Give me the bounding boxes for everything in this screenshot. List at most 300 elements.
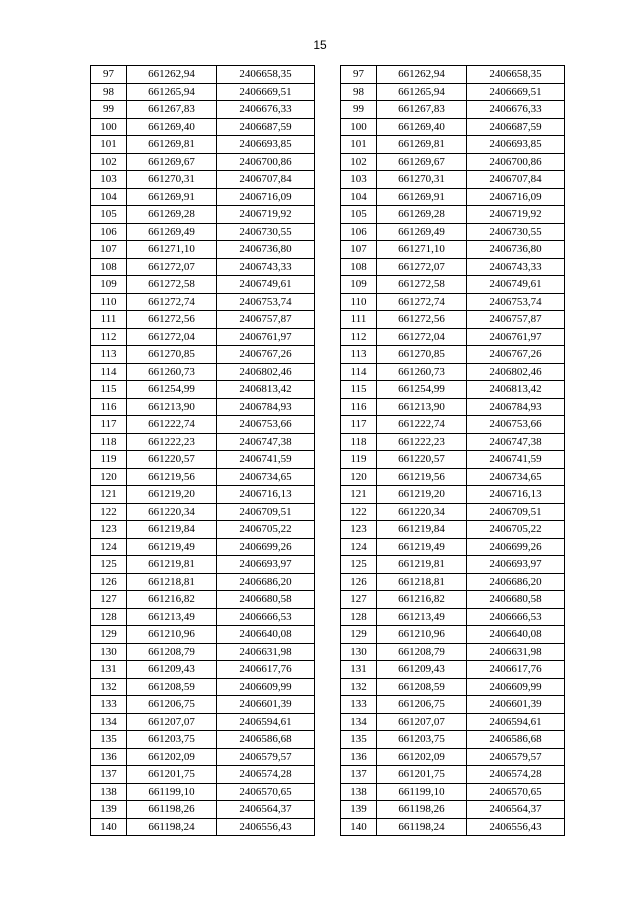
y-coordinate-cell: 2406707,84 xyxy=(467,171,565,189)
x-coordinate-cell: 661222,74 xyxy=(127,416,217,434)
y-coordinate-cell: 2406734,65 xyxy=(467,468,565,486)
table-row xyxy=(91,486,315,504)
table-row xyxy=(91,503,315,521)
point-number-cell: 120 xyxy=(91,468,127,486)
point-number-cell: 111 xyxy=(341,311,377,329)
table-row xyxy=(341,626,565,644)
x-coordinate-cell: 661220,34 xyxy=(377,503,467,521)
point-number-cell: 116 xyxy=(341,398,377,416)
point-number-cell: 124 xyxy=(91,538,127,556)
y-coordinate-cell: 2406736,80 xyxy=(467,241,565,259)
x-coordinate-cell: 661269,81 xyxy=(127,136,217,154)
x-coordinate-cell: 661222,23 xyxy=(377,433,467,451)
table-row xyxy=(91,766,315,784)
point-number-cell: 100 xyxy=(341,118,377,136)
y-coordinate-cell: 2406734,65 xyxy=(217,468,315,486)
y-coordinate-cell: 2406676,33 xyxy=(467,101,565,119)
x-coordinate-cell: 661269,40 xyxy=(127,118,217,136)
x-coordinate-cell: 661210,96 xyxy=(127,626,217,644)
x-coordinate-cell: 661220,57 xyxy=(377,451,467,469)
table-row xyxy=(341,818,565,836)
x-coordinate-cell: 661270,31 xyxy=(377,171,467,189)
y-coordinate-cell: 2406730,55 xyxy=(217,223,315,241)
point-number-cell: 134 xyxy=(91,713,127,731)
table-row xyxy=(341,433,565,451)
y-coordinate-cell: 2406707,84 xyxy=(217,171,315,189)
point-number-cell: 128 xyxy=(91,608,127,626)
table-row xyxy=(91,206,315,224)
table-row xyxy=(341,328,565,346)
table-row xyxy=(341,381,565,399)
point-number-cell: 109 xyxy=(91,276,127,294)
x-coordinate-cell: 661213,90 xyxy=(377,398,467,416)
table-row xyxy=(341,643,565,661)
x-coordinate-cell: 661272,04 xyxy=(377,328,467,346)
point-number-cell: 98 xyxy=(91,83,127,101)
point-number-cell: 107 xyxy=(91,241,127,259)
y-coordinate-cell: 2406658,35 xyxy=(217,66,315,84)
table-row xyxy=(91,433,315,451)
table-row xyxy=(91,258,315,276)
point-number-cell: 136 xyxy=(91,748,127,766)
table-row xyxy=(91,573,315,591)
point-number-cell: 139 xyxy=(91,801,127,819)
y-coordinate-cell: 2406802,46 xyxy=(217,363,315,381)
point-number-cell: 122 xyxy=(91,503,127,521)
y-coordinate-cell: 2406719,92 xyxy=(217,206,315,224)
table-row xyxy=(341,573,565,591)
page-number: 15 xyxy=(313,38,327,52)
x-coordinate-cell: 661269,91 xyxy=(377,188,467,206)
point-number-cell: 117 xyxy=(341,416,377,434)
y-coordinate-cell: 2406687,59 xyxy=(467,118,565,136)
x-coordinate-cell: 661272,56 xyxy=(377,311,467,329)
point-number-cell: 101 xyxy=(91,136,127,154)
point-number-cell: 123 xyxy=(341,521,377,539)
y-coordinate-cell: 2406716,13 xyxy=(217,486,315,504)
table-row xyxy=(91,118,315,136)
point-number-cell: 99 xyxy=(341,101,377,119)
x-coordinate-cell: 661218,81 xyxy=(127,573,217,591)
point-number-cell: 105 xyxy=(341,206,377,224)
x-coordinate-cell: 661219,20 xyxy=(377,486,467,504)
x-coordinate-cell: 661220,57 xyxy=(127,451,217,469)
point-number-cell: 126 xyxy=(91,573,127,591)
table-row xyxy=(91,591,315,609)
table-row xyxy=(91,241,315,259)
point-number-cell: 122 xyxy=(341,503,377,521)
y-coordinate-cell: 2406676,33 xyxy=(217,101,315,119)
table-row xyxy=(341,713,565,731)
table-row xyxy=(341,783,565,801)
x-coordinate-cell: 661203,75 xyxy=(377,731,467,749)
y-coordinate-cell: 2406686,20 xyxy=(217,573,315,591)
y-coordinate-cell: 2406570,65 xyxy=(467,783,565,801)
y-coordinate-cell: 2406741,59 xyxy=(467,451,565,469)
x-coordinate-cell: 661219,84 xyxy=(127,521,217,539)
x-coordinate-cell: 661201,75 xyxy=(127,766,217,784)
y-coordinate-cell: 2406736,80 xyxy=(217,241,315,259)
x-coordinate-cell: 661272,74 xyxy=(127,293,217,311)
point-number-cell: 97 xyxy=(91,66,127,84)
x-coordinate-cell: 661219,49 xyxy=(377,538,467,556)
point-number-cell: 115 xyxy=(91,381,127,399)
y-coordinate-cell: 2406640,08 xyxy=(467,626,565,644)
point-number-cell: 109 xyxy=(341,276,377,294)
point-number-cell: 124 xyxy=(341,538,377,556)
point-number-cell: 121 xyxy=(91,486,127,504)
table-row xyxy=(341,346,565,364)
y-coordinate-cell: 2406767,26 xyxy=(467,346,565,364)
y-coordinate-cell: 2406693,85 xyxy=(467,136,565,154)
x-coordinate-cell: 661265,94 xyxy=(127,83,217,101)
x-coordinate-cell: 661272,04 xyxy=(127,328,217,346)
table-row xyxy=(341,731,565,749)
x-coordinate-cell: 661271,10 xyxy=(377,241,467,259)
y-coordinate-cell: 2406686,20 xyxy=(467,573,565,591)
x-coordinate-cell: 661262,94 xyxy=(127,66,217,84)
point-number-cell: 108 xyxy=(341,258,377,276)
point-number-cell: 130 xyxy=(91,643,127,661)
table-row xyxy=(341,293,565,311)
y-coordinate-cell: 2406574,28 xyxy=(217,766,315,784)
x-coordinate-cell: 661260,73 xyxy=(127,363,217,381)
y-coordinate-cell: 2406586,68 xyxy=(467,731,565,749)
y-coordinate-cell: 2406761,97 xyxy=(467,328,565,346)
point-number-cell: 119 xyxy=(341,451,377,469)
point-number-cell: 139 xyxy=(341,801,377,819)
x-coordinate-cell: 661265,94 xyxy=(377,83,467,101)
point-number-cell: 127 xyxy=(341,591,377,609)
point-number-cell: 135 xyxy=(341,731,377,749)
y-coordinate-cell: 2406813,42 xyxy=(467,381,565,399)
table-row xyxy=(341,241,565,259)
x-coordinate-cell: 661219,49 xyxy=(127,538,217,556)
table-row xyxy=(91,696,315,714)
table-row xyxy=(91,311,315,329)
point-number-cell: 127 xyxy=(91,591,127,609)
y-coordinate-cell: 2406680,58 xyxy=(217,591,315,609)
x-coordinate-cell: 661201,75 xyxy=(377,766,467,784)
y-coordinate-cell: 2406617,76 xyxy=(467,661,565,679)
y-coordinate-cell: 2406556,43 xyxy=(467,818,565,836)
table-row xyxy=(341,258,565,276)
x-coordinate-cell: 661269,28 xyxy=(127,206,217,224)
y-coordinate-cell: 2406693,85 xyxy=(217,136,315,154)
y-coordinate-cell: 2406631,98 xyxy=(217,643,315,661)
y-coordinate-cell: 2406730,55 xyxy=(467,223,565,241)
y-coordinate-cell: 2406767,26 xyxy=(217,346,315,364)
table-row xyxy=(91,171,315,189)
table-row xyxy=(341,66,565,84)
table-row xyxy=(341,748,565,766)
table-row xyxy=(91,223,315,241)
x-coordinate-cell: 661218,81 xyxy=(377,573,467,591)
point-number-cell: 117 xyxy=(91,416,127,434)
x-coordinate-cell: 661198,26 xyxy=(377,801,467,819)
table-row xyxy=(341,206,565,224)
x-coordinate-cell: 661207,07 xyxy=(127,713,217,731)
y-coordinate-cell: 2406741,59 xyxy=(217,451,315,469)
x-coordinate-cell: 661272,58 xyxy=(377,276,467,294)
table-row xyxy=(341,223,565,241)
y-coordinate-cell: 2406669,51 xyxy=(467,83,565,101)
x-coordinate-cell: 661272,74 xyxy=(377,293,467,311)
table-row xyxy=(341,766,565,784)
table-row xyxy=(91,451,315,469)
point-number-cell: 138 xyxy=(341,783,377,801)
table-row xyxy=(91,661,315,679)
point-number-cell: 120 xyxy=(341,468,377,486)
y-coordinate-cell: 2406631,98 xyxy=(467,643,565,661)
table-row xyxy=(341,521,565,539)
table-row xyxy=(91,66,315,84)
table-row xyxy=(341,188,565,206)
table-row xyxy=(91,748,315,766)
y-coordinate-cell: 2406617,76 xyxy=(217,661,315,679)
y-coordinate-cell: 2406687,59 xyxy=(217,118,315,136)
point-number-cell: 102 xyxy=(91,153,127,171)
x-coordinate-cell: 661254,99 xyxy=(377,381,467,399)
y-coordinate-cell: 2406601,39 xyxy=(217,696,315,714)
point-number-cell: 99 xyxy=(91,101,127,119)
point-number-cell: 130 xyxy=(341,643,377,661)
point-number-cell: 128 xyxy=(341,608,377,626)
table-row xyxy=(341,503,565,521)
x-coordinate-cell: 661208,59 xyxy=(127,678,217,696)
table-row xyxy=(91,101,315,119)
point-number-cell: 132 xyxy=(341,678,377,696)
y-coordinate-cell: 2406594,61 xyxy=(217,713,315,731)
y-coordinate-cell: 2406802,46 xyxy=(467,363,565,381)
point-number-cell: 112 xyxy=(91,328,127,346)
point-number-cell: 100 xyxy=(91,118,127,136)
x-coordinate-cell: 661272,58 xyxy=(127,276,217,294)
x-coordinate-cell: 661267,83 xyxy=(377,101,467,119)
y-coordinate-cell: 2406784,93 xyxy=(217,398,315,416)
x-coordinate-cell: 661219,81 xyxy=(127,556,217,574)
point-number-cell: 118 xyxy=(341,433,377,451)
y-coordinate-cell: 2406743,33 xyxy=(467,258,565,276)
table-row xyxy=(341,171,565,189)
table-row xyxy=(341,276,565,294)
x-coordinate-cell: 661199,10 xyxy=(377,783,467,801)
point-number-cell: 135 xyxy=(91,731,127,749)
x-coordinate-cell: 661254,99 xyxy=(127,381,217,399)
y-coordinate-cell: 2406749,61 xyxy=(217,276,315,294)
table-row xyxy=(341,118,565,136)
y-coordinate-cell: 2406609,99 xyxy=(217,678,315,696)
y-coordinate-cell: 2406609,99 xyxy=(467,678,565,696)
table-row xyxy=(91,83,315,101)
point-number-cell: 110 xyxy=(341,293,377,311)
y-coordinate-cell: 2406669,51 xyxy=(217,83,315,101)
y-coordinate-cell: 2406601,39 xyxy=(467,696,565,714)
table-row xyxy=(91,521,315,539)
table-row xyxy=(91,136,315,154)
table-row xyxy=(341,101,565,119)
x-coordinate-cell: 661222,74 xyxy=(377,416,467,434)
x-coordinate-cell: 661219,84 xyxy=(377,521,467,539)
y-coordinate-cell: 2406700,86 xyxy=(217,153,315,171)
table-row xyxy=(341,398,565,416)
table-row xyxy=(91,818,315,836)
x-coordinate-cell: 661219,20 xyxy=(127,486,217,504)
table-row xyxy=(341,153,565,171)
point-number-cell: 105 xyxy=(91,206,127,224)
table-row xyxy=(91,328,315,346)
point-number-cell: 121 xyxy=(341,486,377,504)
y-coordinate-cell: 2406680,58 xyxy=(467,591,565,609)
y-coordinate-cell: 2406747,38 xyxy=(217,433,315,451)
x-coordinate-cell: 661207,07 xyxy=(377,713,467,731)
point-number-cell: 125 xyxy=(91,556,127,574)
table-row xyxy=(91,556,315,574)
x-coordinate-cell: 661216,82 xyxy=(377,591,467,609)
x-coordinate-cell: 661206,75 xyxy=(127,696,217,714)
x-coordinate-cell: 661222,23 xyxy=(127,433,217,451)
x-coordinate-cell: 661213,49 xyxy=(377,608,467,626)
point-number-cell: 123 xyxy=(91,521,127,539)
x-coordinate-cell: 661208,79 xyxy=(377,643,467,661)
point-number-cell: 102 xyxy=(341,153,377,171)
point-number-cell: 104 xyxy=(341,188,377,206)
x-coordinate-cell: 661216,82 xyxy=(127,591,217,609)
x-coordinate-cell: 661272,56 xyxy=(127,311,217,329)
y-coordinate-cell: 2406753,74 xyxy=(467,293,565,311)
table-row xyxy=(341,468,565,486)
point-number-cell: 138 xyxy=(91,783,127,801)
x-coordinate-cell: 661269,67 xyxy=(127,153,217,171)
y-coordinate-cell: 2406579,57 xyxy=(217,748,315,766)
y-coordinate-cell: 2406719,92 xyxy=(467,206,565,224)
table-row xyxy=(91,538,315,556)
x-coordinate-cell: 661269,67 xyxy=(377,153,467,171)
y-coordinate-cell: 2406693,97 xyxy=(467,556,565,574)
point-number-cell: 112 xyxy=(341,328,377,346)
point-number-cell: 132 xyxy=(91,678,127,696)
y-coordinate-cell: 2406753,66 xyxy=(217,416,315,434)
x-coordinate-cell: 661272,07 xyxy=(127,258,217,276)
table-row xyxy=(91,626,315,644)
table-row xyxy=(91,643,315,661)
point-number-cell: 104 xyxy=(91,188,127,206)
point-number-cell: 101 xyxy=(341,136,377,154)
table-row xyxy=(91,381,315,399)
y-coordinate-cell: 2406716,09 xyxy=(467,188,565,206)
y-coordinate-cell: 2406716,13 xyxy=(467,486,565,504)
y-coordinate-cell: 2406666,53 xyxy=(217,608,315,626)
table-row xyxy=(341,661,565,679)
table-row xyxy=(91,678,315,696)
point-number-cell: 134 xyxy=(341,713,377,731)
x-coordinate-cell: 661269,49 xyxy=(377,223,467,241)
coordinates-table-left xyxy=(90,65,315,836)
x-coordinate-cell: 661220,34 xyxy=(127,503,217,521)
x-coordinate-cell: 661269,40 xyxy=(377,118,467,136)
y-coordinate-cell: 2406716,09 xyxy=(217,188,315,206)
y-coordinate-cell: 2406699,26 xyxy=(217,538,315,556)
table-row xyxy=(341,591,565,609)
x-coordinate-cell: 661272,07 xyxy=(377,258,467,276)
y-coordinate-cell: 2406666,53 xyxy=(467,608,565,626)
point-number-cell: 103 xyxy=(341,171,377,189)
point-number-cell: 126 xyxy=(341,573,377,591)
y-coordinate-cell: 2406747,38 xyxy=(467,433,565,451)
point-number-cell: 137 xyxy=(91,766,127,784)
y-coordinate-cell: 2406640,08 xyxy=(217,626,315,644)
point-number-cell: 119 xyxy=(91,451,127,469)
point-number-cell: 133 xyxy=(91,696,127,714)
table-row xyxy=(341,363,565,381)
y-coordinate-cell: 2406594,61 xyxy=(467,713,565,731)
y-coordinate-cell: 2406705,22 xyxy=(217,521,315,539)
y-coordinate-cell: 2406784,93 xyxy=(467,398,565,416)
y-coordinate-cell: 2406705,22 xyxy=(467,521,565,539)
point-number-cell: 131 xyxy=(91,661,127,679)
point-number-cell: 140 xyxy=(341,818,377,836)
y-coordinate-cell: 2406709,51 xyxy=(217,503,315,521)
point-number-cell: 136 xyxy=(341,748,377,766)
table-row xyxy=(341,556,565,574)
x-coordinate-cell: 661210,96 xyxy=(377,626,467,644)
point-number-cell: 131 xyxy=(341,661,377,679)
x-coordinate-cell: 661198,24 xyxy=(377,818,467,836)
y-coordinate-cell: 2406574,28 xyxy=(467,766,565,784)
table-row xyxy=(91,276,315,294)
table-row xyxy=(341,538,565,556)
table-row xyxy=(91,731,315,749)
y-coordinate-cell: 2406693,97 xyxy=(217,556,315,574)
table-row xyxy=(91,363,315,381)
point-number-cell: 111 xyxy=(91,311,127,329)
x-coordinate-cell: 661269,49 xyxy=(127,223,217,241)
table-row xyxy=(341,486,565,504)
x-coordinate-cell: 661270,85 xyxy=(127,346,217,364)
point-number-cell: 118 xyxy=(91,433,127,451)
point-number-cell: 113 xyxy=(341,346,377,364)
table-row xyxy=(341,451,565,469)
table-row xyxy=(91,398,315,416)
table-row xyxy=(91,608,315,626)
y-coordinate-cell: 2406761,97 xyxy=(217,328,315,346)
table-row xyxy=(91,293,315,311)
x-coordinate-cell: 661198,24 xyxy=(127,818,217,836)
point-number-cell: 113 xyxy=(91,346,127,364)
table-row xyxy=(341,136,565,154)
table-row xyxy=(341,311,565,329)
coordinates-table-right xyxy=(340,65,565,836)
x-coordinate-cell: 661270,31 xyxy=(127,171,217,189)
y-coordinate-cell: 2406579,57 xyxy=(467,748,565,766)
point-number-cell: 129 xyxy=(91,626,127,644)
x-coordinate-cell: 661219,56 xyxy=(127,468,217,486)
x-coordinate-cell: 661262,94 xyxy=(377,66,467,84)
point-number-cell: 98 xyxy=(341,83,377,101)
x-coordinate-cell: 661208,59 xyxy=(377,678,467,696)
y-coordinate-cell: 2406700,86 xyxy=(467,153,565,171)
point-number-cell: 97 xyxy=(341,66,377,84)
y-coordinate-cell: 2406570,65 xyxy=(217,783,315,801)
x-coordinate-cell: 661260,73 xyxy=(377,363,467,381)
x-coordinate-cell: 661219,56 xyxy=(377,468,467,486)
table-row xyxy=(91,783,315,801)
x-coordinate-cell: 661198,26 xyxy=(127,801,217,819)
point-number-cell: 114 xyxy=(341,363,377,381)
point-number-cell: 106 xyxy=(341,223,377,241)
x-coordinate-cell: 661219,81 xyxy=(377,556,467,574)
point-number-cell: 110 xyxy=(91,293,127,311)
